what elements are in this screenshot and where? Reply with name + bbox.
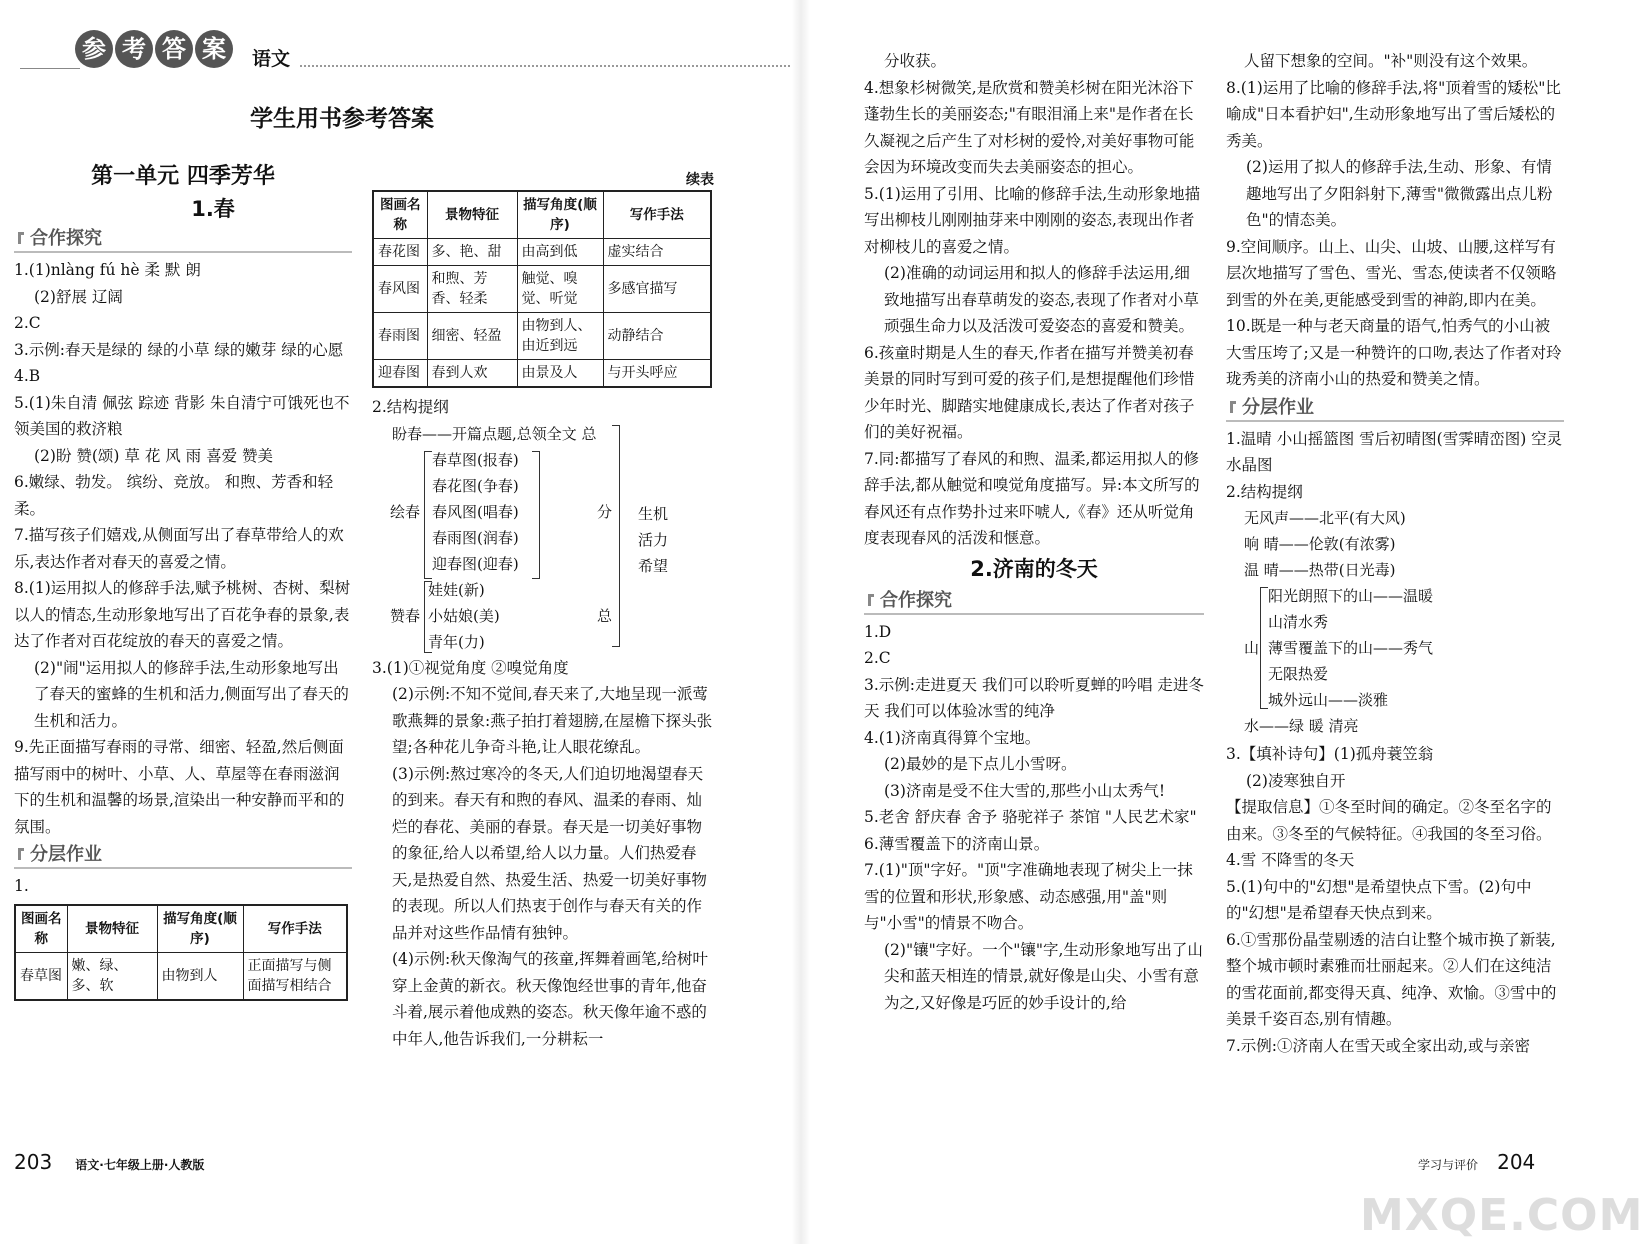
table-row <box>373 239 711 266</box>
banner-char: 答 <box>155 30 193 68</box>
section-tag-icon <box>18 848 24 860</box>
unit-title: 第一单元 四季芳华 <box>91 164 275 189</box>
answer-line: 6.①雪那份晶莹剔透的洁白让整个城市换了新装,整个城市顿时素雅而壮丽起来。②人们在这纯洁的雪花面前,都变得天真、纯净、欢愉。③雪中的美景千姿百态,别有情趣。 <box>1226 930 1557 1028</box>
answer-line: (2)运用了拟人的修辞手法,生动、形象、有情趣地写出了夕阳斜射下,薄雪"微微露出点儿粉色"的情态美。 <box>1246 158 1553 229</box>
table-chuncaotu <box>14 904 348 1001</box>
outline-item: 春风图(唱春) <box>432 502 519 521</box>
answer-line: 9.空间顺序。山上、山尖、山坡、山腰,这样写有层次地描写了雪色、雪光、雪态,使读者不仅领略到雪的外在美,更能感受到雪的神韵,即内在美。 <box>1226 237 1557 309</box>
answer-line: 5.(1)朱自清 佩弦 踪迹 背影 朱自清宁可饿死也不领美国的救济粮 <box>14 393 350 438</box>
banner-char: 参 <box>75 30 113 68</box>
column-3 <box>864 48 1204 1016</box>
outline-item: 春花图(争春) <box>432 476 519 495</box>
answer-line: (2)"镶"字好。一个"镶"字,生动形象地写出了山尖和蓝天相连的情景,就好像是山尖、小雪有意为之,又好像是巧匠的妙手设计的,给 <box>884 940 1203 1012</box>
section-tag-icon <box>868 594 874 606</box>
brace <box>532 451 540 579</box>
xubiao-label: 续表 <box>686 172 714 188</box>
answer-line: (2)舒展 辽阔 <box>34 287 123 306</box>
outline-item: 城外远山——淡雅 <box>1268 691 1389 709</box>
outline-line: 响 晴——伦敦(有浓雾) <box>1244 535 1396 553</box>
outline-item: 春雨图(润春) <box>432 528 519 547</box>
outline-right: 生机 <box>638 504 669 523</box>
banner-char: 考 <box>115 30 153 68</box>
structure-outline-2 <box>1226 505 1564 741</box>
table-row <box>373 313 711 360</box>
outline-item: 青年(力) <box>428 632 485 651</box>
answer-line: 3.示例:走进夏天 我们可以聆听夏蝉的吟唱 走进冬天 我们可以体验冰雪的纯净 <box>864 675 1204 720</box>
outline-line: 无风声——北平(有大风) <box>1244 509 1406 527</box>
outline-label: 赞春 <box>390 606 421 625</box>
answer-line: 2.结构提纲 <box>372 398 449 416</box>
table-header: 写作手法 <box>603 191 711 239</box>
answer-line: (3)示例:熬过寒冷的冬天,人们迫切地渴望春天的到来。春天有和煦的春风、温柔的春雨、灿烂的春花、美丽的春景。春天是一切美好事物的象征,给人以希望,给人以力量。人们热爱春天,是热爱自然、热爱生活、热爱一切美好事物的表现。所以人们热衷于创作与春天有关的作品并对这些作品情有独钟。 <box>392 764 707 942</box>
answer-line: (2)准确的动词运用和拟人的修辞手法运用,细致地描写出春草萌发的姿态,表现了作者对小草顽强生命力以及活泼可爱姿态的喜爱和赞美。 <box>884 264 1199 335</box>
section-label: 合作探究 <box>880 589 952 611</box>
page-title: 学生用书参考答案 <box>250 106 434 132</box>
lesson1-title: 1.春 <box>191 197 235 221</box>
outline-label: 山 <box>1244 639 1260 657</box>
table-cell: 迎春图 <box>373 360 427 388</box>
answer-line: 9.先正面描写春雨的寻常、细密、轻盈,然后侧面描写雨中的树叶、小草、人、草屋等在春雨滋润下的生机和温馨的场景,渲染出一种安静而平和的氛围。 <box>14 738 345 836</box>
answer-line: (2)示例:不知不觉间,春天来了,大地呈现一派莺歌燕舞的景象:燕子拍打着翅膀,在屋檐下探头张望;各种花儿争奇斗艳,让人眼花缭乱。 <box>392 685 713 756</box>
outline-label: 绘春 <box>390 502 421 521</box>
footer-right <box>1418 1150 1535 1174</box>
table-header-row <box>15 905 347 953</box>
table-cell: 多、艳、甜 <box>427 239 517 266</box>
answer-line: 3.【填补诗句】(1)孤舟蓑笠翁 <box>1226 745 1434 763</box>
answer-line: 4.(1)济南真得算个宝地。 <box>864 728 1041 747</box>
answer-line: 1.D <box>864 622 892 641</box>
brace <box>424 451 432 579</box>
column-1 <box>14 160 352 1001</box>
table-cell: 春草图 <box>15 952 67 1000</box>
outline-label: 总 <box>597 606 613 625</box>
footer-book-info: 语文·七年级上册·人教版 <box>75 1158 205 1172</box>
outline-item: 春草图(报春) <box>432 450 519 469</box>
section-tag-icon <box>18 232 24 244</box>
outline-item: 小姑娘(美) <box>428 606 500 625</box>
answer-line: 10.既是一种与老天商量的语气,怕秀气的小山被大雪压垮了;又是一种赞许的口吻,表达了作者对玲珑秀美的济南小山的热爱和赞美之情。 <box>1226 317 1562 388</box>
header-subject: 语文 <box>252 48 291 70</box>
answer-line: (2)最妙的是下点儿小雪呀。 <box>884 755 1077 773</box>
outline-item: 无限热爱 <box>1268 665 1329 683</box>
section-hezuo <box>864 588 1204 615</box>
answer-line: 5.老舍 舒庆春 舍予 骆驼祥子 茶馆 "人民艺术家" <box>864 808 1197 826</box>
table-header: 景物特征 <box>67 905 157 953</box>
answer-line: 6.孩童时期是人生的春天,作者在描写并赞美初春美景的同时写到可爱的孩子们,是想提醒他们珍惜少年时光、脚踏实地健康成长,表达了作者对孩子们的美好祝福。 <box>864 343 1195 441</box>
header-dotted-line <box>300 65 790 67</box>
table-cell: 由物到人、由近到远 <box>517 313 603 360</box>
outline-item: 迎春图(迎春) <box>432 554 519 573</box>
page-divider <box>792 0 810 1244</box>
footer-left <box>14 1150 204 1174</box>
outline-item: 山清水秀 <box>1268 613 1329 631</box>
answer-line: (3)济南是受不住大雪的,那些小山太秀气! <box>884 781 1166 800</box>
outline-right: 活力 <box>638 530 669 549</box>
outline-line: 温 晴——热带(日光毒) <box>1244 561 1396 579</box>
header-rule <box>20 68 80 69</box>
table-header: 写作手法 <box>243 905 347 953</box>
table-cell: 多感官描写 <box>603 266 711 313</box>
section-fenceng <box>14 842 352 869</box>
answer-line: 7.示例:①济南人在雪天或全家出动,或与亲密 <box>1226 1036 1530 1055</box>
outline-item: 娃娃(新) <box>428 580 485 599</box>
table-row <box>373 360 711 388</box>
banner-char: 案 <box>195 30 233 68</box>
section-label: 分层作业 <box>30 844 102 865</box>
answer-line: 7.(1)"顶"字好。"顶"字准确地表现了树尖上一抹雪的位置和形状,形象感、动态感强,用"盖"则与"小雪"的情景不吻合。 <box>864 861 1193 932</box>
table-header: 描写角度(顺序) <box>517 191 603 239</box>
answer-line: 7.描写孩子们嬉戏,从侧面写出了春草带给人的欢乐,表达作者对春天的喜爱之情。 <box>14 526 344 571</box>
column-4 <box>1226 48 1564 1059</box>
page-number-right: 204 <box>1497 1150 1536 1174</box>
column-2 <box>372 170 714 1052</box>
answer-line: 2.C <box>14 314 41 332</box>
answer-line: 4.B <box>14 367 41 385</box>
brace <box>612 425 620 647</box>
answer-line: 5.(1)运用了引用、比喻的修辞手法,生动形象地描写出柳枝儿刚刚抽芽来中刚刚的姿态,表现出作者对柳枝儿的喜爱之情。 <box>864 184 1201 256</box>
table-cell: 细密、轻盈 <box>427 313 517 360</box>
outline-right: 希望 <box>638 556 669 575</box>
answer-line: 4.雪 不降雪的冬天 <box>1226 851 1355 869</box>
answer-line: 3.示例:春天是绿的 绿的小草 绿的嫩芽 绿的心愿 <box>14 340 344 359</box>
answer-line: 1.(1)nlàng fú hè 柔 默 朗 <box>14 261 201 279</box>
table-cell: 由高到低 <box>517 239 603 266</box>
watermark: MXQE.COM <box>1360 1190 1643 1241</box>
answer-line: 4.想象杉树微笑,是欣赏和赞美杉树在阳光沐浴下蓬勃生长的美丽姿态;"有眼泪涌上来"是作者在长久凝视之后产生了对杉树的爱怜,对美好事物可能会因为环境改变而失去美丽姿态的担心。 <box>864 78 1195 176</box>
answer-line: 人留下想象的空间。"补"则没有这个效果。 <box>1244 52 1538 70</box>
answer-line: 6.薄雪覆盖下的济南山景。 <box>864 834 1050 853</box>
answer-line: 【提取信息】①冬至时间的确定。②冬至名字的由来。③冬至的气候特征。④我国的冬至习俗。 <box>1226 798 1552 843</box>
answer-line: 8.(1)运用拟人的修辞手法,赋予桃树、杏树、梨树以人的情态,生动形象地写出了百花争春的景象,表达了作者对百花绽放的春天的喜爱之情。 <box>14 579 351 650</box>
table-header: 图画名称 <box>15 905 67 953</box>
page-number-left: 203 <box>14 1150 53 1174</box>
table-scenes <box>372 190 712 388</box>
table-cell: 与开头呼应 <box>603 360 711 388</box>
table-cell: 嫩、绿、多、软 <box>67 952 157 1000</box>
brace <box>1260 587 1268 709</box>
answer-line: 1. <box>14 877 29 895</box>
table-cell: 触觉、嗅觉、听觉 <box>517 266 603 313</box>
outline-item: 阳光朗照下的山——温暖 <box>1268 587 1434 605</box>
table-cell: 和煦、芳香、轻柔 <box>427 266 517 313</box>
answer-line: 7.同:都描写了春风的和煦、温柔,都运用拟人的修辞手法,都从触觉和嗅觉角度描写。异:本文所写的春风还有点作势扑过来吓唬人,《春》还从听觉角度表现春风的活泼和惬意。 <box>864 449 1200 547</box>
table-cell: 春花图 <box>373 239 427 266</box>
structure-outline <box>372 421 714 655</box>
table-cell: 由景及人 <box>517 360 603 388</box>
answer-line: 3.(1)①视觉角度 ②嗅觉角度 <box>372 658 569 677</box>
section-hezuo <box>14 226 352 253</box>
table-cell: 虚实结合 <box>603 239 711 266</box>
answer-line: (2)盼 赞(颂) 草 花 风 雨 喜爱 赞美 <box>34 446 274 465</box>
table-header: 图画名称 <box>373 191 427 239</box>
table-header: 景物特征 <box>427 191 517 239</box>
table-cell: 春到人欢 <box>427 360 517 388</box>
answer-line: 2.C <box>864 649 891 667</box>
table-cell: 由物到人 <box>157 952 243 1000</box>
outline-line: 水——绿 暖 清亮 <box>1244 717 1359 735</box>
table-row <box>15 952 347 1000</box>
lesson2-title: 2.济南的冬天 <box>970 556 1098 581</box>
outline-label: 分 <box>597 502 613 521</box>
table-header-row <box>373 191 711 239</box>
outline-item: 薄雪覆盖下的山——秀气 <box>1268 639 1434 657</box>
section-label: 分层作业 <box>1242 396 1314 418</box>
answer-line: (4)示例:秋天像淘气的孩童,挥舞着画笔,给树叶穿上金黄的新衣。秋天像饱经世事的青年,他奋斗着,展示着他成熟的姿态。秋天像年逾不惑的中年人,他告诉我们,一分耕耘一 <box>392 950 709 1048</box>
answer-line: 5.(1)句中的"幻想"是希望快点下雪。(2)句中的"幻想"是希望春天快点到来。 <box>1226 877 1532 922</box>
table-header: 描写角度(顺序) <box>157 905 243 953</box>
outline-line: 盼春——开篇点题,总领全文 总 <box>392 424 597 443</box>
section-fenceng <box>1226 395 1564 422</box>
table-cell: 正面描写与侧面描写相结合 <box>243 952 347 1000</box>
answer-line: (2)"闹"运用拟人的修辞手法,生动形象地写出了春天的蜜蜂的生机和活力,侧面写出了春天的生机和活力。 <box>34 658 349 730</box>
section-label: 合作探究 <box>30 228 102 249</box>
footer-series: 学习与评价 <box>1418 1158 1479 1172</box>
answer-line: 1.温晴 小山摇篮图 雪后初晴图(雪霁晴峦图) 空灵水晶图 <box>1226 429 1563 474</box>
answer-line: 8.(1)运用了比喻的修辞手法,将"顶着雪的矮松"比喻成"日本看护妇",生动形象地写出了雪后矮松的秀美。 <box>1226 78 1561 150</box>
table-cell: 春雨图 <box>373 313 427 360</box>
answer-line: 6.嫩绿、勃发。 缤纷、竞放。 和煦、芳香和轻柔。 <box>14 473 334 518</box>
table-cell: 动静结合 <box>603 313 711 360</box>
header-banner <box>75 30 233 68</box>
section-tag-icon <box>1230 401 1236 413</box>
answer-line: 2.结构提纲 <box>1226 482 1303 501</box>
answer-line: 分收获。 <box>884 52 947 70</box>
table-row <box>373 266 711 313</box>
table-cell: 春风图 <box>373 266 427 313</box>
answer-line: (2)凌寒独自开 <box>1246 771 1346 790</box>
